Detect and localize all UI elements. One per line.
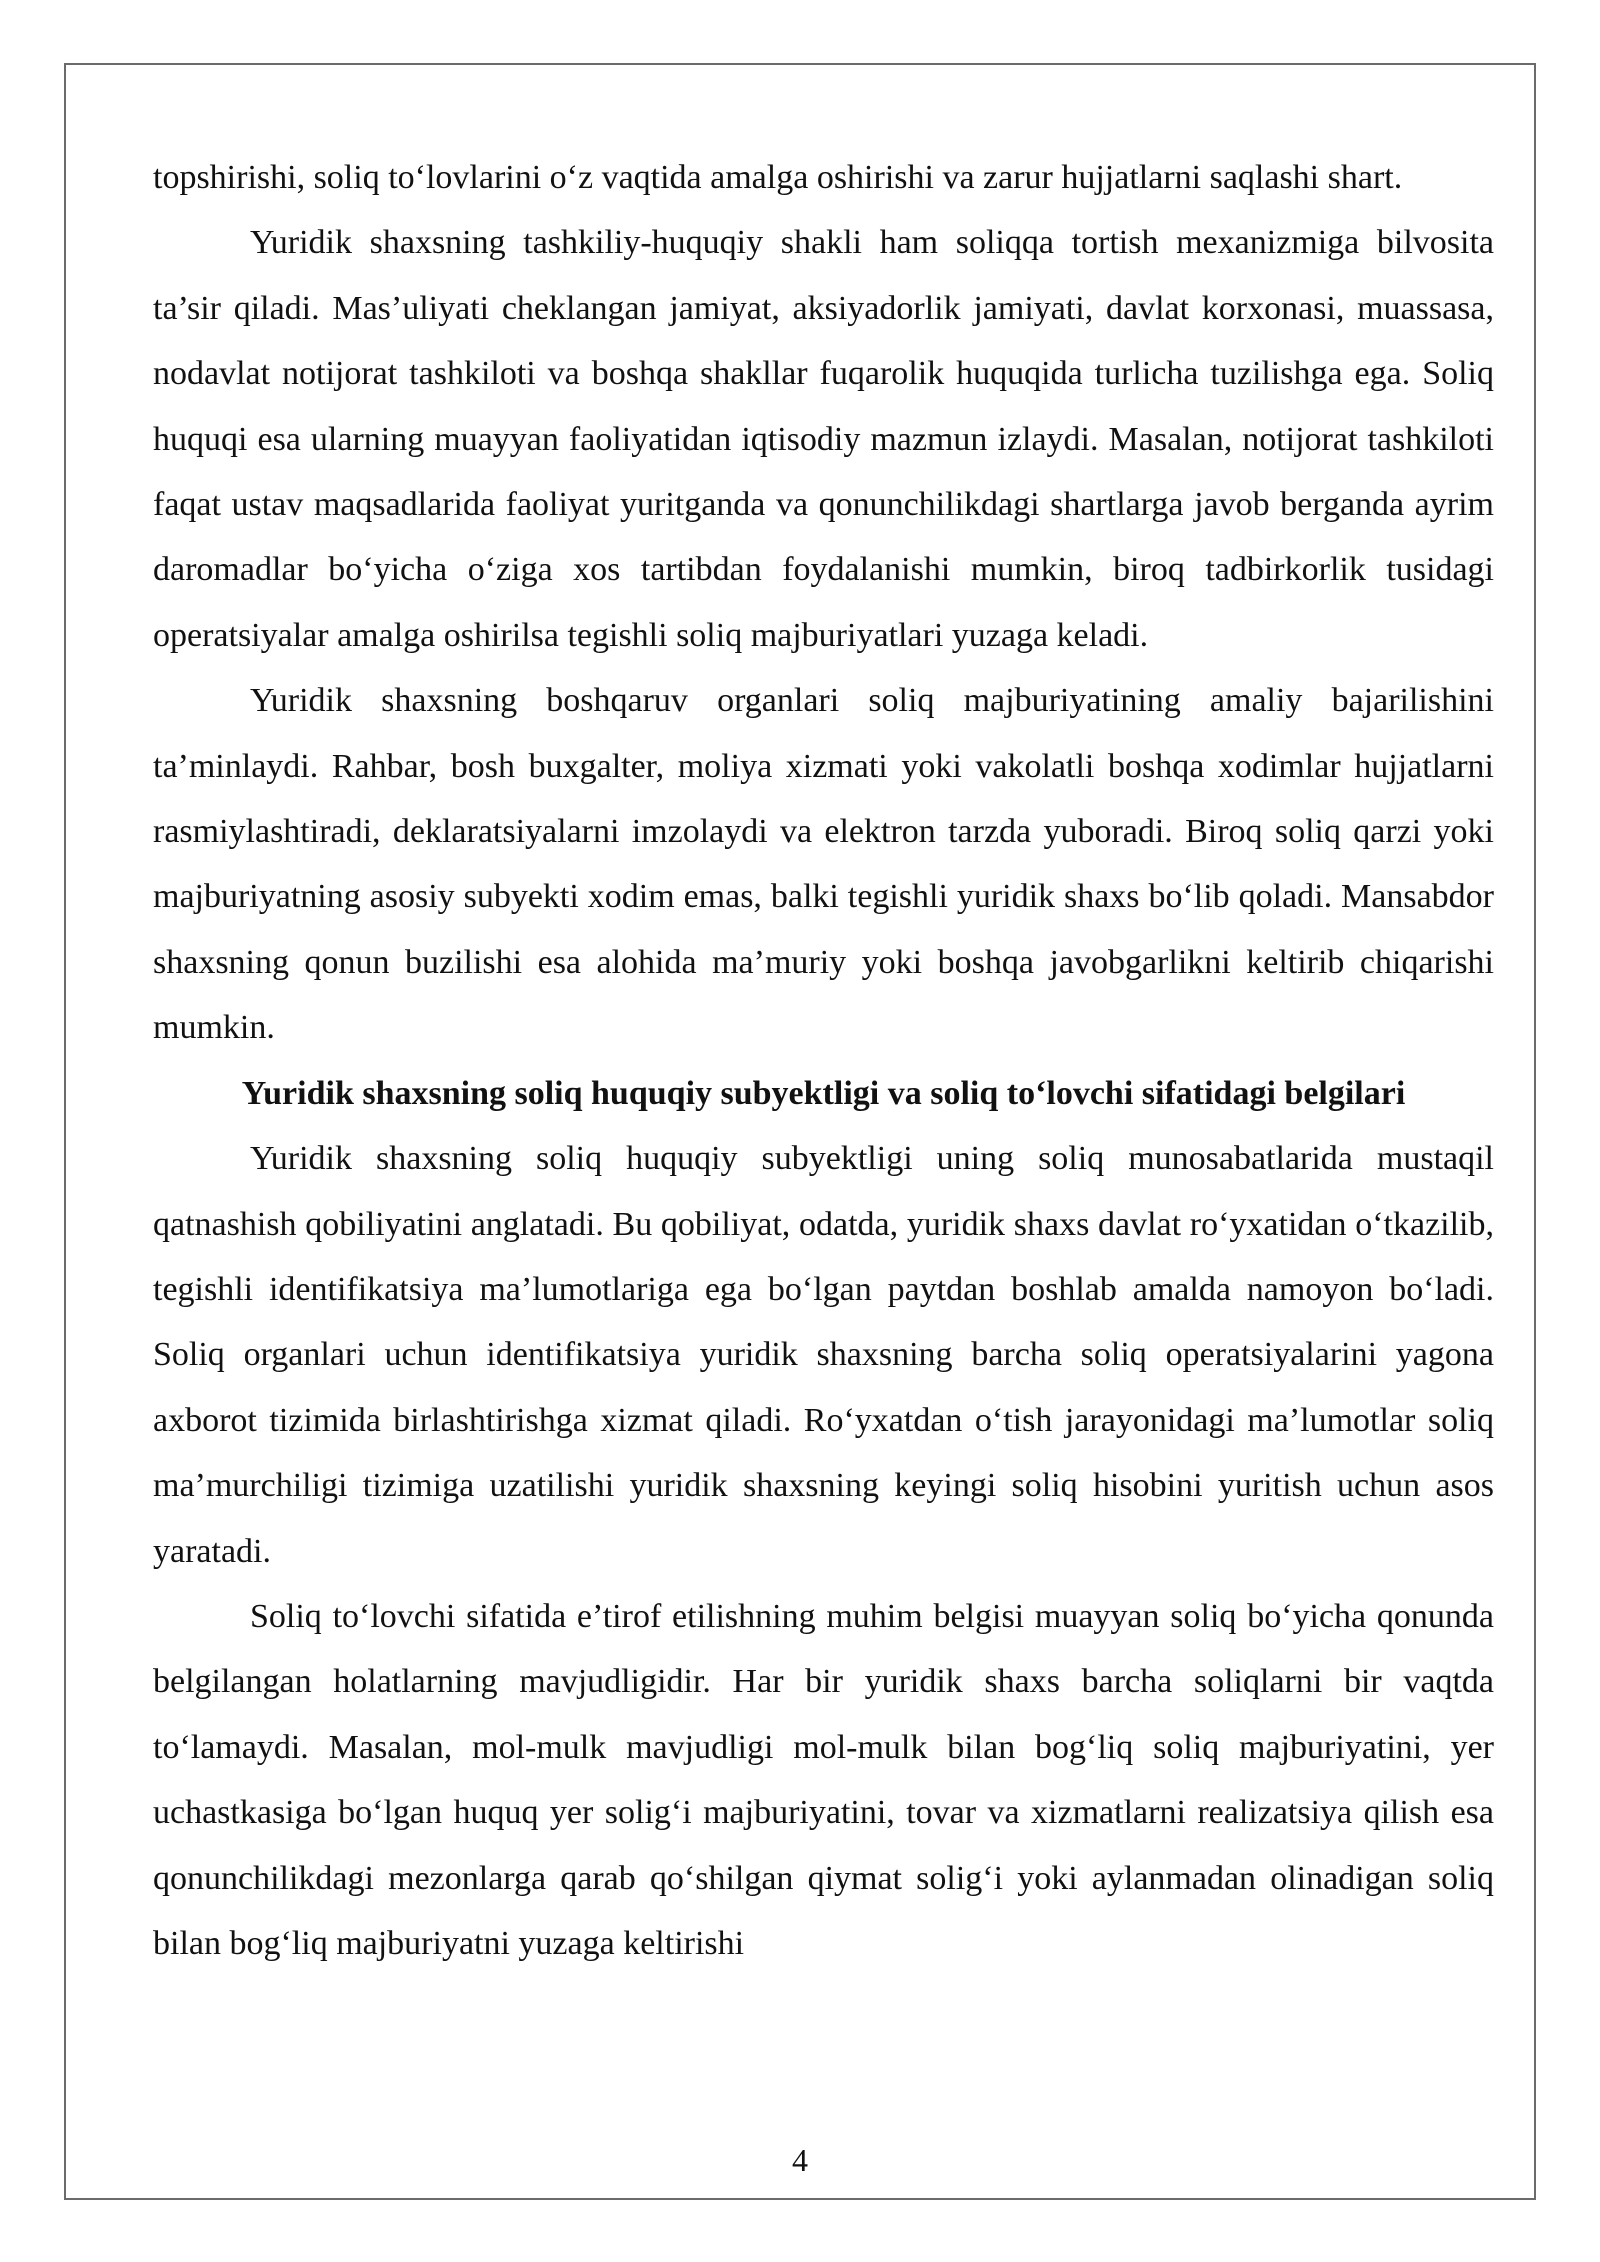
paragraph: Yuridik shaxsning boshqaruv organlari soliq majburiyatining amaliy bajarilishini ta’minlaydi. Rahbar, bosh buxgalter, moliya xizmati yoki vakolatli boshqa xodimlar hujjatlarni rasmiylashtiradi, deklaratsiyalarni imzolaydi va elektron tarzda yuboradi. Biroq soliq qarzi yoki majburiyatning asosiy subyekti xodim emas, balki tegishli yuridik shaxs bo‘lib qoladi. Mansabdor shaxsning qonun buzilishi esa alohida ma’muriy yoki boshqa javobgarlikni keltirib chiqarishi mumkin. [153, 682, 1494, 1047]
paragraph-continuation: topshirishi, soliq to‘lovlarini o‘z vaqtida amalga oshirishi va zarur hujjatlarni saqlashi shart. [153, 159, 1403, 196]
section-heading: Yuridik shaxsning soliq huquqiy subyektligi va soliq to‘lovchi sifatidagi belgilari [241, 1074, 1406, 1112]
page-number: 4 [792, 2142, 808, 2178]
paragraph: Soliq to‘lovchi sifatida e’tirof etilishning muhim belgisi muayyan soliq bo‘yicha qonunda belgilangan holatlarning mavjudligidir. Har bir yuridik shaxs barcha soliqlarni bir vaqtda to‘lamaydi. Masalan, mol-mulk mavjudligi mol-mulk bilan bog‘liq soliq majburiyatini, yer uchastkasiga bo‘lgan huquq yer solig‘i majburiyatini, tovar va xizmatlarni realizatsiya qilish esa qonunchilikdagi mezonlarga qarab qo‘shilgan qiymat solig‘i yoki aylanmadan olinadigan soliq bilan bog‘liq majburiyatni yuzaga keltirishi [153, 1597, 1494, 1962]
document-body [153, 145, 1494, 1976]
paragraph: Yuridik shaxsning tashkiliy-huquqiy shakli ham soliqqa tortish mexanizmiga bilvosita ta’sir qiladi. Mas’uliyati cheklangan jamiyat, aksiyadorlik jamiyati, davlat korxonasi, muassasa, nodavlat notijorat tashkiloti va boshqa shakllar fuqarolik huquqida turlicha tuzilishga ega. Soliq huquqi esa ularning muayyan faoliyatidan iqtisodiy mazmun izlaydi. Masalan, notijorat tashkiloti faqat ustav maqsadlarida faoliyat yuritganda va qonunchilikdagi shartlarga javob berganda ayrim daromadlar bo‘yicha o‘ziga xos tartibdan foydalanishi mumkin, biroq tadbirkorlik tusidagi operatsiyalar amalga oshirilsa tegishli soliq majburiyatlari yuzaga keladi. [153, 224, 1494, 654]
paragraph: Yuridik shaxsning soliq huquqiy subyektligi uning soliq munosabatlarida mustaqil qatnashish qobiliyatini anglatadi. Bu qobiliyat, odatda, yuridik shaxs davlat ro‘yxatidan o‘tkazilib, tegishli identifikatsiya ma’lumotlariga ega bo‘lgan paytdan boshlab amalda namoyon bo‘ladi. Soliq organlari uchun identifikatsiya yuridik shaxsning barcha soliq operatsiyalarini yagona axborot tizimida birlashtirishga xizmat qiladi. Ro‘yxatdan o‘tish jarayonidagi ma’lumotlar soliq ma’murchiligi tizimiga uzatilishi yuridik shaxsning keyingi soliq hisobini yuritish uchun asos yaratadi. [153, 1140, 1494, 1570]
